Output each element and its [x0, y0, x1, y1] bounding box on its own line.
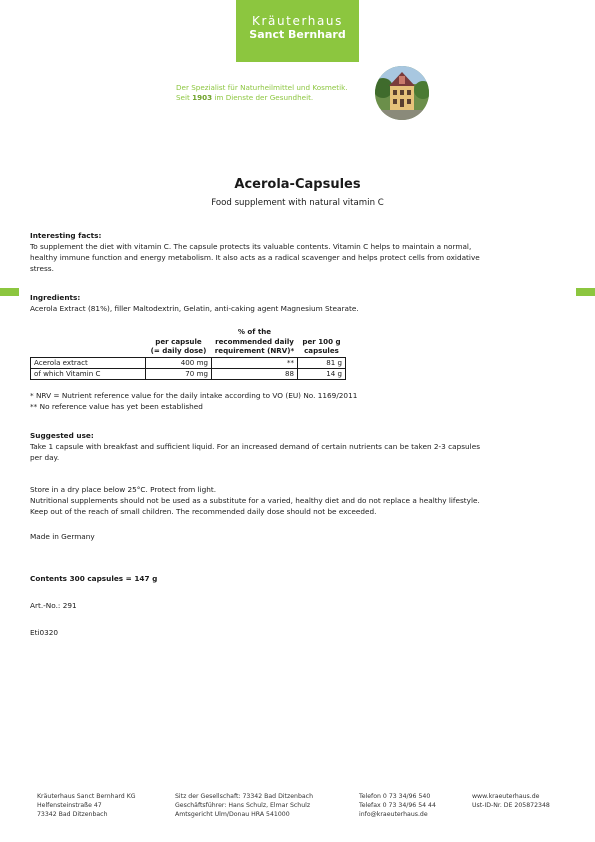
table-row	[31, 368, 346, 379]
building-photo	[375, 66, 429, 120]
storage-section	[30, 484, 560, 517]
row-nrv: **	[212, 357, 298, 368]
brand-name-line1: Kräuterhaus	[252, 14, 343, 28]
table-header-nrv: % of the recommended daily requirement (NRV)*	[212, 327, 298, 357]
tagline-line2: Seit 1903 im Dienste der Gesundheit.	[176, 93, 314, 102]
product-title: Acerola-Capsules	[234, 177, 361, 192]
ingredients-heading: Ingredients:	[30, 293, 81, 302]
footer-contact: Telefon 0 73 34/96 540 Telefax 0 73 34/96 54 44 info@kraeuterhaus.de	[359, 793, 436, 818]
storage-line2: Nutritional supplements should not be used as a substitute for a varied, healthy diet and do not replace a healthy lifestyle.	[30, 496, 480, 505]
footer-website[interactable]: www.kraeuterhaus.de	[472, 793, 540, 800]
nutrition-table	[30, 327, 346, 380]
facts-section	[30, 230, 560, 274]
brand-name-line2: Sanct Bernhard	[249, 28, 346, 41]
contents-text: Contents 300 capsules = 147 g	[30, 574, 158, 583]
tagline-year: 1903	[192, 93, 213, 102]
brand-tagline	[176, 83, 348, 103]
usage-heading: Suggested use:	[30, 431, 94, 440]
facts-heading: Interesting facts:	[30, 231, 102, 240]
footer-web: www.kraeuterhaus.de Ust-ID-Nr. DE 205872348	[472, 793, 550, 809]
footnote-no-reference: ** No reference value has yet been established	[30, 402, 203, 411]
facts-text-line2: healthy immune function and energy metabolism. It also acts as a radical scavenger and helps protect cells from oxidative	[30, 253, 480, 262]
fold-mark-right	[576, 288, 595, 296]
ingredients-section	[30, 292, 560, 314]
row-nrv: 88	[212, 368, 298, 379]
origin-text: Made in Germany	[30, 532, 95, 541]
row-per-100g: 81 g	[298, 357, 346, 368]
facts-text-line3: stress.	[30, 264, 54, 273]
row-per-capsule: 70 mg	[146, 368, 212, 379]
nutrition-table-header	[31, 327, 346, 357]
row-name: of which Vitamin C	[31, 368, 146, 379]
usage-text-line2: per day.	[30, 453, 60, 462]
footer-email[interactable]: info@kraeuterhaus.de	[359, 811, 428, 818]
tagline-line1: Der Spezialist für Naturheilmittel und Kosmetik.	[176, 83, 348, 92]
table-footnotes	[30, 390, 560, 412]
storage-line3: Keep out of the reach of small children. The recommended daily dose should not be exceeded.	[30, 507, 377, 516]
fold-mark-left	[0, 288, 19, 296]
product-subtitle: Food supplement with natural vitamin C	[211, 198, 384, 208]
footnote-nrv: * NRV = Nutrient reference value for the daily intake according to VO (EU) No. 1169/2011	[30, 391, 358, 400]
facts-text-line1: To supplement the diet with vitamin C. The capsule protects its valuable contents. Vitamin C helps to maintain a normal,	[30, 242, 472, 251]
table-header-per-capsule: per capsule (= daily dose)	[146, 327, 212, 357]
footer-legal: Sitz der Gesellschaft: 73342 Bad Ditzenbach Geschäftsführer: Hans Schulz, Elmar Schulz Amtsgericht Ulm/Donau HRA 541000	[175, 793, 313, 818]
ingredients-text: Acerola Extract (81%), filler Maltodextrin, Gelatin, anti-caking agent Magnesium Stearate.	[30, 304, 359, 313]
row-per-capsule: 400 mg	[146, 357, 212, 368]
row-name: Acerola extract	[31, 357, 146, 368]
article-number: Art.-No.: 291	[30, 601, 77, 610]
row-per-100g: 14 g	[298, 368, 346, 379]
table-header-per-100g: per 100 g capsules	[298, 327, 346, 357]
footer-company: Kräuterhaus Sanct Bernhard KG Helfensteinstraße 47 73342 Bad Ditzenbach	[37, 793, 136, 818]
brand-logo	[236, 0, 359, 62]
table-header-empty	[31, 327, 146, 357]
label-code: Eti0320	[30, 628, 59, 637]
table-row	[31, 357, 346, 368]
usage-section	[30, 430, 560, 463]
usage-text-line1: Take 1 capsule with breakfast and sufficient liquid. For an increased demand of certain nutrients can be taken 2-3 capsules	[30, 442, 480, 451]
storage-line1: Store in a dry place below 25°C. Protect from light.	[30, 485, 217, 494]
